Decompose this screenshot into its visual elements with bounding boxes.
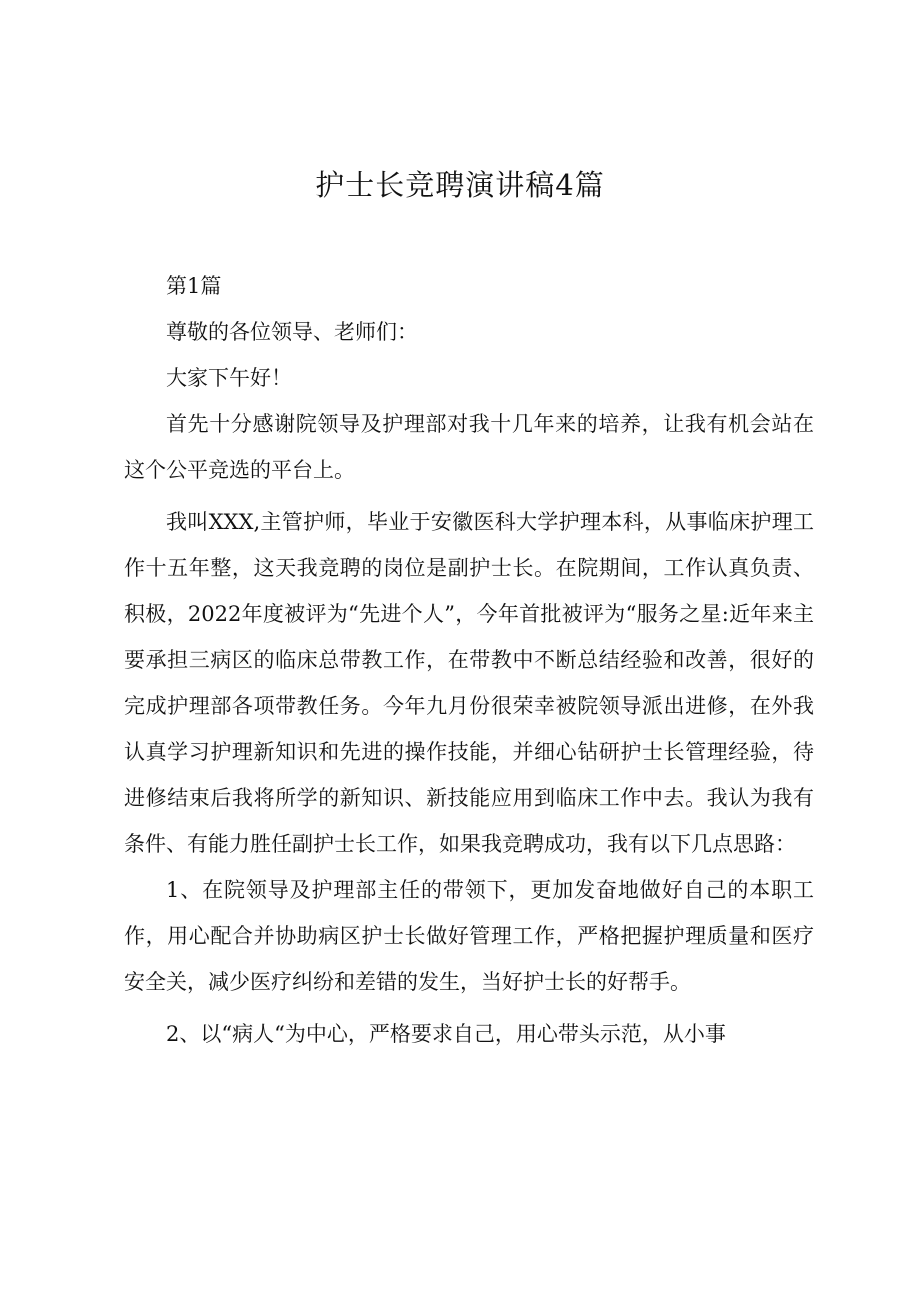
paragraph-section-heading: 第1篇 [166, 274, 222, 298]
paragraph-greeting: 大家下午好！ [166, 366, 292, 390]
document-title: 护士长竞聘演讲稿4篇 [315, 168, 605, 202]
document-body [124, 263, 814, 1057]
paragraph-self-intro: 我叫XXX,主管护师，毕业于安徽医科大学护理本科，从事临床护理工作十五年整，这天我竞聘的岗位是副护士长。在院期间，工作认真负责、积极，2022年度被评为“先进个人”，今年首批被评为“服务之星:近年来主要承担三病区的临床总带教工作，在带教中不断总结经验和改善，很好的完成护理部各项带教任务。今年九月份很荣幸被院领导派出进修，在外我认真学习护理新知识和先进的操作技能，并细心钻研护士长管理经验，待进修结束后我将所学的新知识、新技能应用到临床工作中去。我认为我有条件、有能力胜任副护士长工作，如果我竞聘成功，我有以下几点思路： [124, 510, 814, 856]
paragraph-point-2: 2、以“病人“为中心，严格要求自己，用心带头示范，从小事 [166, 1022, 726, 1046]
paragraph-thanks: 首先十分感谢院领导及护理部对我十几年来的培养，让我有机会站在这个公平竞选的平台上。 [124, 412, 814, 482]
paragraph-point-1: 1、在院领导及护理部主任的带领下，更加发奋地做好自己的本职工作，用心配合并协助病区护士长做好管理工作，严格把握护理质量和医疗安全关，减少医疗纠纷和差错的发生，当好护士长的好帮手。 [124, 878, 814, 994]
paragraph-salutation: 尊敬的各位领导、老师们： [166, 320, 418, 344]
